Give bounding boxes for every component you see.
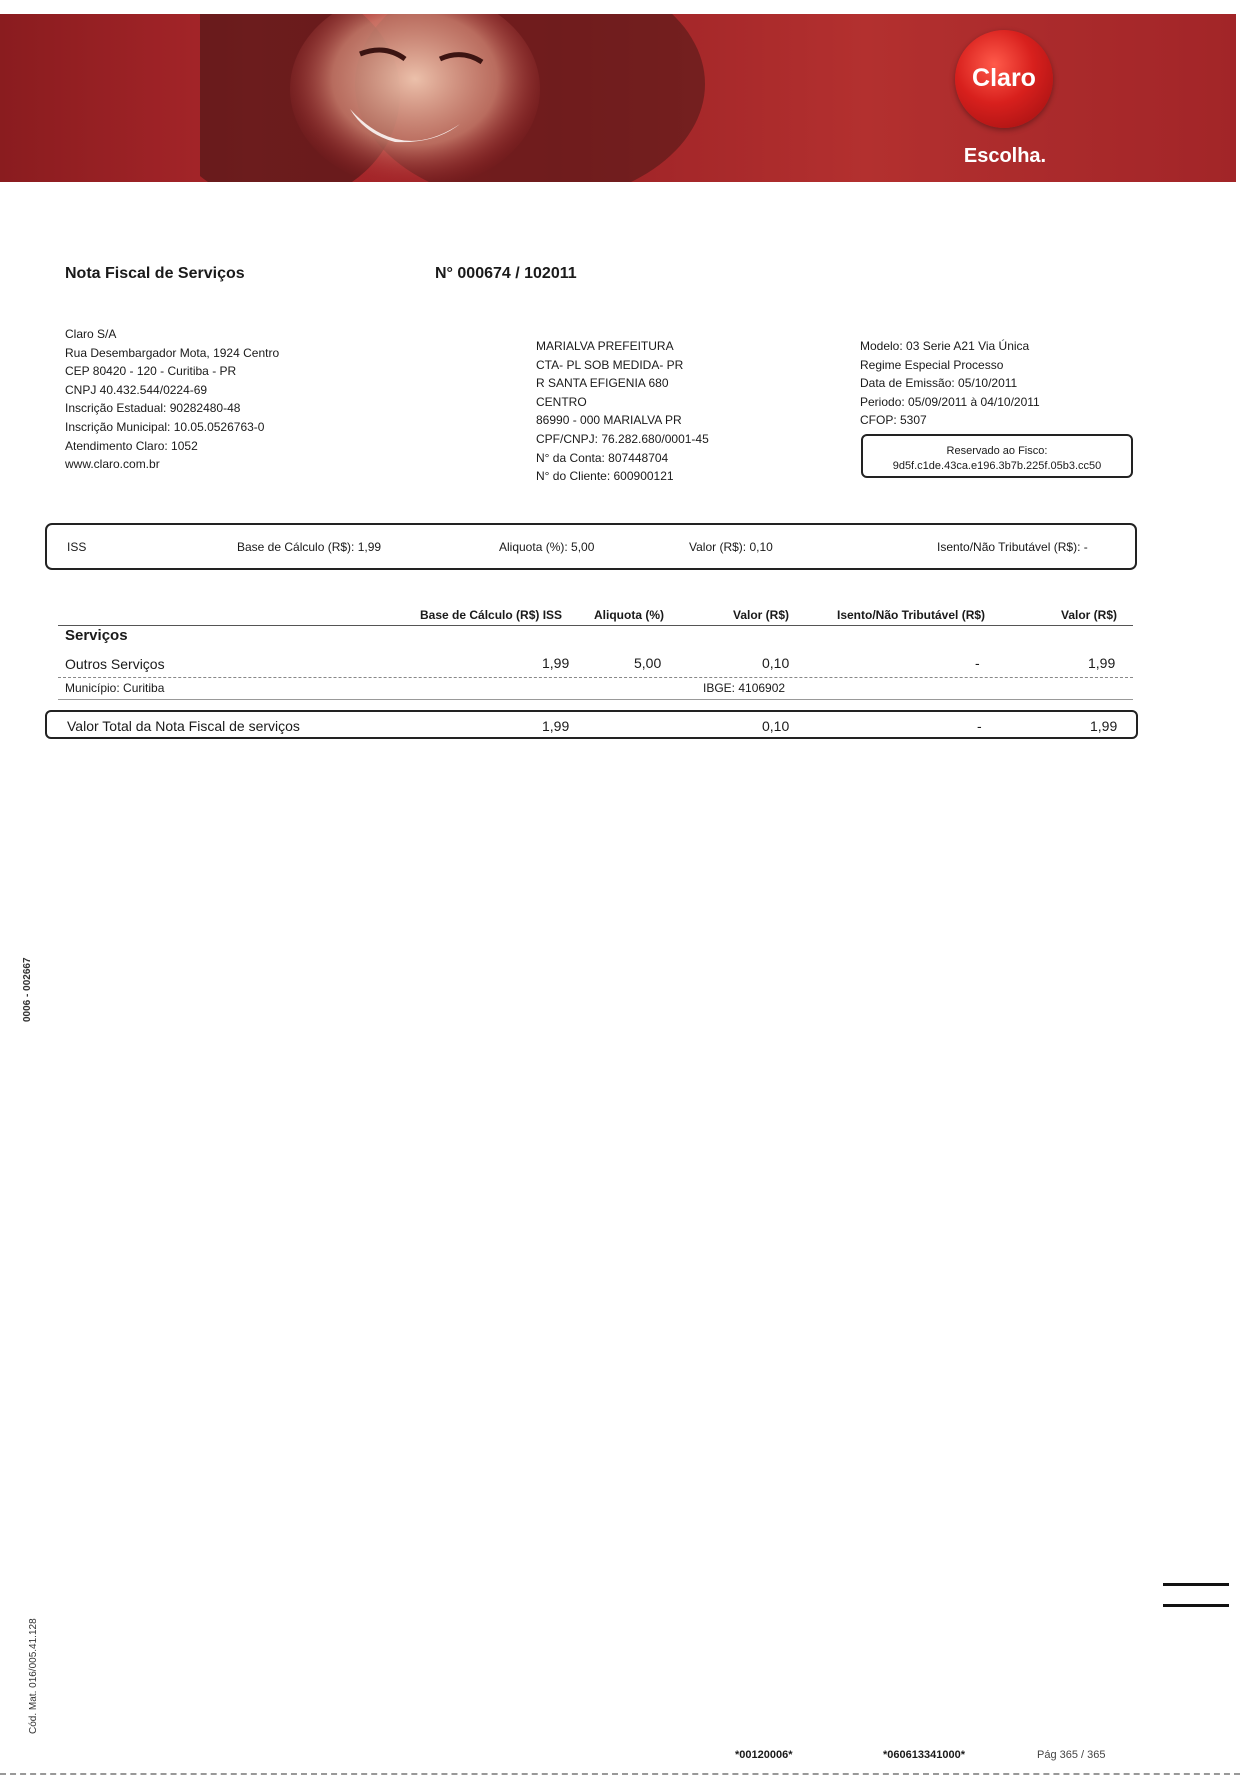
iss-isento: Isento/Não Tributável (R$): - xyxy=(937,540,1088,554)
tagline: Escolha. xyxy=(963,145,1047,167)
page-number: Pág 365 / 365 xyxy=(1037,1749,1106,1761)
issuer-line: Inscrição Estadual: 90282480-48 xyxy=(65,401,241,416)
fisco-code: 9d5f.c1de.43ca.e196.3b7b.225f.05b3.cc50 xyxy=(892,460,1102,472)
fisco-box xyxy=(861,434,1133,478)
invoice-number: N° 000674 / 102011 xyxy=(435,265,577,282)
total-isento: - xyxy=(977,718,982,734)
service-valor: 0,10 xyxy=(762,655,790,671)
issuer-line: Rua Desembargador Mota, 1924 Centro xyxy=(65,345,280,360)
issuer-block xyxy=(65,325,279,474)
recipient-block xyxy=(536,337,709,486)
issuer-line: www.claro.com.br xyxy=(65,457,160,472)
col-header-aliquota: Aliquota (%) xyxy=(594,608,664,622)
meta-line: Data de Emissão: 05/10/2011 xyxy=(860,376,1018,391)
recipient-line: CPF/CNPJ: 76.282.680/0001-45 xyxy=(536,431,709,446)
side-code: 0006 - 002667 xyxy=(22,957,33,1022)
col-header-valor-total: Valor (R$) xyxy=(1061,608,1118,622)
total-box xyxy=(45,710,1138,739)
footer-code-1: *00120006* xyxy=(735,1749,793,1761)
recipient-line: CTA- PL SOB MEDIDA- PR xyxy=(536,357,684,372)
mark-line xyxy=(1163,1604,1229,1607)
top-margin xyxy=(0,0,1240,14)
mark-line xyxy=(1163,1583,1229,1586)
recipient-line: R SANTA EFIGENIA 680 xyxy=(536,376,669,391)
issuer-line: CNPJ 40.432.544/0224-69 xyxy=(65,382,208,397)
document-title: Nota Fiscal de Serviços xyxy=(65,265,245,282)
recipient-line: N° da Conta: 807448704 xyxy=(536,450,669,465)
issuer-line: Inscrição Municipal: 10.05.0526763-0 xyxy=(65,419,265,434)
iss-base: Base de Cálculo (R$): 1,99 xyxy=(237,540,382,554)
service-name: Outros Serviços xyxy=(65,656,165,672)
iss-summary-box xyxy=(45,523,1137,570)
service-base: 1,99 xyxy=(542,655,570,671)
fisco-label: Reservado ao Fisco: xyxy=(946,445,1048,457)
meta-line: Modelo: 03 Serie A21 Via Única xyxy=(860,339,1030,353)
ibge-code: IBGE: 4106902 xyxy=(703,681,786,695)
recipient-line: N° do Cliente: 600900121 xyxy=(536,469,674,484)
issuer-line: CEP 80420 - 120 - Curitiba - PR xyxy=(65,364,237,379)
total-base: 1,99 xyxy=(542,718,570,734)
bottom-perforation xyxy=(0,1773,1240,1775)
municipio: Município: Curitiba xyxy=(65,681,165,695)
service-aliquota: 5,00 xyxy=(634,655,662,671)
recipient-line: 86990 - 000 MARIALVA PR xyxy=(536,413,682,428)
footer-code-2: *060613341000* xyxy=(883,1749,965,1761)
meta-line: CFOP: 5307 xyxy=(860,413,927,428)
side-material-code: Cód. Mat. 016/005.41.128 xyxy=(28,1618,39,1734)
meta-line: Regime Especial Processo xyxy=(860,357,1004,372)
issuer-line: Claro S/A xyxy=(65,327,117,341)
banner-photo xyxy=(200,14,760,182)
issuer-line: Atendimento Claro: 1052 xyxy=(65,438,198,453)
recipient-line: CENTRO xyxy=(536,394,587,409)
service-total: 1,99 xyxy=(1088,655,1116,671)
claro-logo-text: Claro xyxy=(972,64,1036,92)
table-header-rule xyxy=(58,625,1133,626)
servicos-title: Serviços xyxy=(65,627,128,644)
meta-line: Periodo: 05/09/2011 à 04/10/2011 xyxy=(860,394,1040,409)
col-header-base: Base de Cálculo (R$) ISS xyxy=(420,608,563,622)
row-rule xyxy=(58,677,1133,678)
iss-label: ISS xyxy=(67,540,87,554)
service-isento: - xyxy=(975,655,980,671)
total-total: 1,99 xyxy=(1090,718,1118,734)
total-valor: 0,10 xyxy=(762,718,790,734)
recipient-line: MARIALVA PREFEITURA xyxy=(536,339,674,353)
iss-aliquota: Aliquota (%): 5,00 xyxy=(499,540,595,554)
municipio-rule xyxy=(58,699,1133,700)
total-label: Valor Total da Nota Fiscal de serviços xyxy=(67,718,300,734)
col-header-isento: Isento/Não Tributável (R$) xyxy=(837,608,986,622)
meta-block xyxy=(860,337,1040,430)
col-header-valor: Valor (R$) xyxy=(733,608,790,622)
iss-valor: Valor (R$): 0,10 xyxy=(689,540,773,554)
